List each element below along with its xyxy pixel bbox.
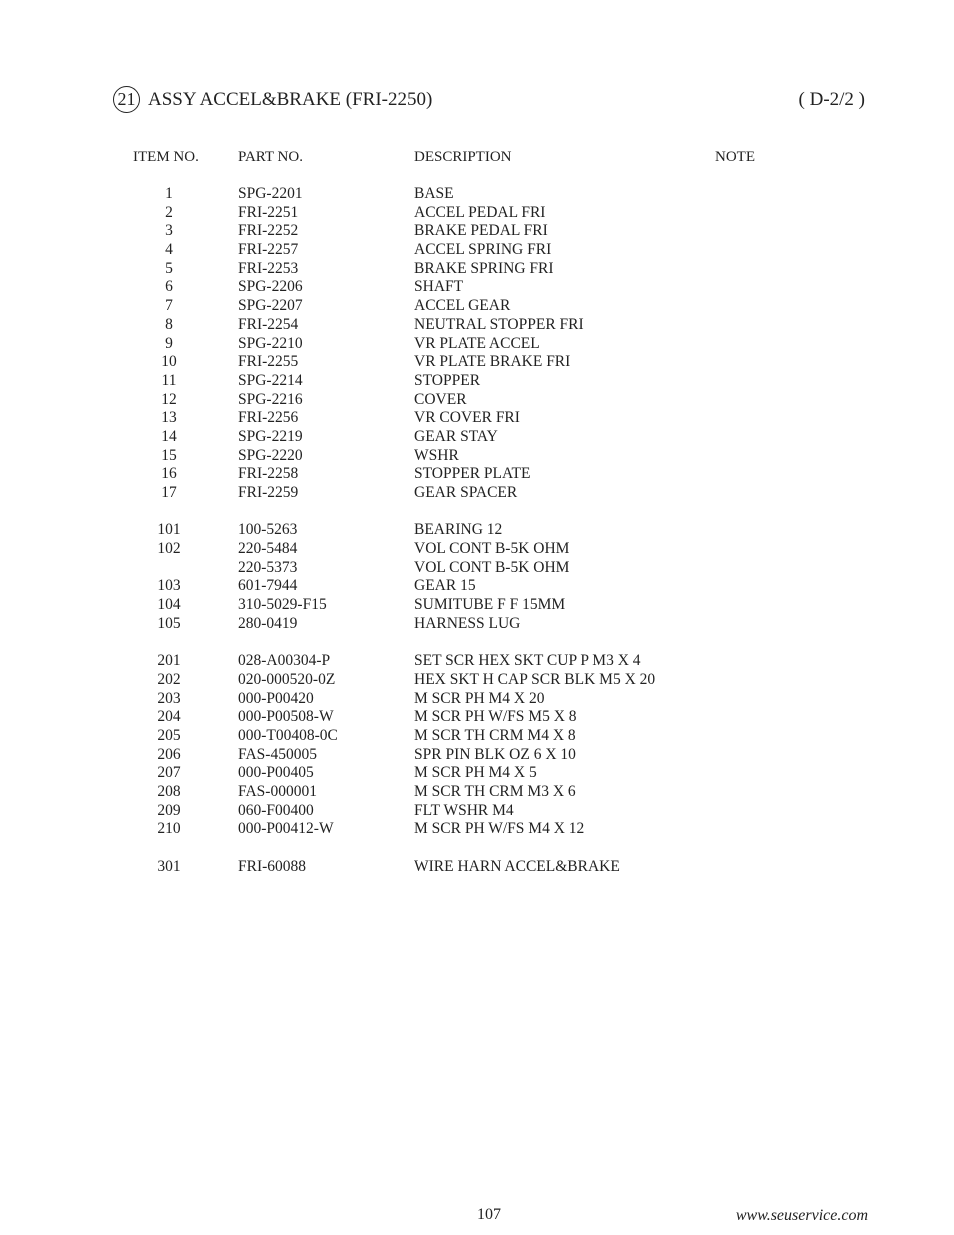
description-cell: M SCR PH W/FS M4 X 12 bbox=[414, 820, 585, 838]
table-row bbox=[0, 671, 954, 690]
description-cell: VR PLATE ACCEL bbox=[414, 334, 540, 352]
table-row bbox=[0, 764, 954, 783]
description-cell: HEX SKT H CAP SCR BLK M5 X 20 bbox=[414, 670, 656, 688]
parts-list bbox=[0, 185, 954, 876]
table-row bbox=[0, 559, 954, 578]
table-row bbox=[0, 596, 954, 615]
table-row bbox=[0, 353, 954, 372]
description-cell: ACCEL PEDAL FRI bbox=[414, 203, 546, 221]
page-header bbox=[113, 86, 873, 116]
item-number-cell: 201 bbox=[157, 652, 181, 670]
part-number-cell: FRI-60088 bbox=[238, 857, 307, 875]
part-number-cell: SPG-2216 bbox=[238, 390, 303, 408]
table-row bbox=[0, 820, 954, 839]
section-number-badge: 21 bbox=[113, 86, 140, 113]
item-number-cell: 12 bbox=[161, 390, 177, 408]
item-number-cell: 15 bbox=[161, 446, 177, 464]
description-cell: SPR PIN BLK OZ 6 X 10 bbox=[414, 745, 576, 763]
description-cell: M SCR PH M4 X 20 bbox=[414, 689, 545, 707]
table-row bbox=[0, 260, 954, 279]
description-cell: VR PLATE BRAKE FRI bbox=[414, 353, 571, 371]
description-cell: VOL CONT B-5K OHM bbox=[414, 558, 570, 576]
table-row bbox=[0, 391, 954, 410]
description-cell: SUMITUBE F F 15MM bbox=[414, 596, 566, 614]
part-number-cell: SPG-2210 bbox=[238, 334, 303, 352]
table-row bbox=[0, 447, 954, 466]
description-cell: ACCEL SPRING FRI bbox=[414, 241, 552, 259]
table-row bbox=[0, 335, 954, 354]
item-number-cell: 16 bbox=[161, 465, 177, 483]
item-number-cell: 14 bbox=[161, 427, 177, 445]
item-number-cell: 104 bbox=[157, 596, 181, 614]
description-cell: STOPPER bbox=[414, 371, 481, 389]
item-number-cell: 11 bbox=[161, 371, 177, 389]
description-cell: M SCR PH W/FS M5 X 8 bbox=[414, 708, 577, 726]
table-row bbox=[0, 577, 954, 596]
table-row bbox=[0, 802, 954, 821]
item-number-cell: 1 bbox=[165, 185, 173, 202]
item-number-cell: 3 bbox=[165, 222, 173, 240]
item-number-cell: 9 bbox=[165, 334, 173, 352]
table-row bbox=[0, 204, 954, 223]
part-number-cell: 220-5373 bbox=[238, 558, 298, 576]
description-cell: VR COVER FRI bbox=[414, 409, 520, 427]
item-number-cell: 301 bbox=[157, 857, 181, 875]
description-cell: GEAR SPACER bbox=[414, 484, 518, 501]
description-cell: WSHR bbox=[414, 446, 459, 464]
page-number: 107 bbox=[477, 1206, 501, 1223]
table-row bbox=[0, 316, 954, 335]
part-number-cell: FRI-2252 bbox=[238, 222, 299, 240]
part-number-cell: FRI-2254 bbox=[238, 315, 299, 333]
column-header-note: NOTE bbox=[715, 149, 755, 165]
item-number-cell: 101 bbox=[157, 521, 181, 539]
description-cell: BRAKE SPRING FRI bbox=[414, 259, 554, 277]
item-number-cell: 105 bbox=[157, 614, 181, 632]
table-row bbox=[0, 615, 954, 634]
item-number-cell: 2 bbox=[165, 203, 173, 221]
item-number-cell: 205 bbox=[157, 726, 181, 744]
description-cell: VOL CONT B-5K OHM bbox=[414, 540, 570, 558]
part-number-cell: 220-5484 bbox=[238, 540, 298, 558]
table-row bbox=[0, 222, 954, 241]
item-number-cell: 210 bbox=[157, 820, 181, 838]
item-number-cell: 4 bbox=[165, 241, 173, 259]
table-row bbox=[0, 465, 954, 484]
table-row bbox=[0, 652, 954, 671]
part-number-cell: 310-5029-F15 bbox=[238, 596, 327, 614]
description-cell: WIRE HARN ACCEL&BRAKE bbox=[414, 857, 620, 875]
table-row bbox=[0, 241, 954, 260]
table-row bbox=[0, 278, 954, 297]
part-number-cell: 000-P00508-W bbox=[238, 708, 334, 726]
table-row bbox=[0, 746, 954, 765]
item-number-cell: 202 bbox=[157, 670, 181, 688]
description-cell: SET SCR HEX SKT CUP P M3 X 4 bbox=[414, 652, 641, 670]
part-number-cell: FAS-450005 bbox=[238, 745, 317, 763]
item-number-cell: 102 bbox=[157, 540, 181, 558]
item-number-cell: 6 bbox=[165, 278, 173, 296]
part-number-cell: FRI-2253 bbox=[238, 259, 299, 277]
column-header-item-no: ITEM NO. bbox=[133, 149, 199, 165]
item-number-cell: 10 bbox=[161, 353, 177, 371]
part-number-cell: SPG-2207 bbox=[238, 297, 303, 315]
part-number-cell: SPG-2220 bbox=[238, 446, 303, 464]
part-number-cell: SPG-2201 bbox=[238, 185, 303, 202]
table-row bbox=[0, 858, 954, 877]
item-number-cell: 206 bbox=[157, 745, 181, 763]
table-row bbox=[0, 783, 954, 802]
table-row bbox=[0, 484, 954, 503]
item-number-cell: 208 bbox=[157, 783, 181, 800]
description-cell: BEARING 12 bbox=[414, 521, 503, 539]
sheet-reference: ( D-2/2 ) bbox=[798, 89, 865, 110]
item-number-cell: 207 bbox=[157, 764, 181, 782]
part-number-cell: FRI-2257 bbox=[238, 241, 299, 259]
table-row bbox=[0, 521, 954, 540]
part-number-cell: 000-T00408-0C bbox=[238, 726, 338, 744]
table-row bbox=[0, 727, 954, 746]
table-row bbox=[0, 540, 954, 559]
part-number-cell: 280-0419 bbox=[238, 614, 298, 632]
description-cell: M SCR TH CRM M4 X 8 bbox=[414, 726, 576, 744]
description-cell: GEAR 15 bbox=[414, 577, 476, 595]
part-number-cell: 100-5263 bbox=[238, 521, 298, 539]
description-cell: STOPPER PLATE bbox=[414, 465, 531, 483]
description-cell: FLT WSHR M4 bbox=[414, 801, 514, 819]
table-row bbox=[0, 372, 954, 391]
column-header-part-no: PART NO. bbox=[238, 149, 303, 165]
item-number-cell: 13 bbox=[161, 409, 177, 427]
table-row bbox=[0, 428, 954, 447]
description-cell: ACCEL GEAR bbox=[414, 297, 511, 315]
table-row bbox=[0, 708, 954, 727]
part-number-cell: 028-A00304-P bbox=[238, 652, 331, 670]
part-number-cell: 000-P00420 bbox=[238, 689, 314, 707]
item-number-cell: 5 bbox=[165, 259, 173, 277]
part-number-cell: FAS-000001 bbox=[238, 783, 317, 800]
part-number-cell: 000-P00405 bbox=[238, 764, 314, 782]
item-number-cell: 203 bbox=[157, 689, 181, 707]
table-row bbox=[0, 185, 954, 204]
website-link[interactable]: www.seuservice.com bbox=[735, 1207, 868, 1224]
part-number-cell: 060-F00400 bbox=[238, 801, 314, 819]
item-number-cell: 204 bbox=[157, 708, 181, 726]
description-cell: HARNESS LUG bbox=[414, 614, 521, 632]
item-number-cell: 17 bbox=[161, 484, 177, 501]
part-number-cell: FRI-2258 bbox=[238, 465, 299, 483]
table-row bbox=[0, 690, 954, 709]
item-number-cell: 103 bbox=[157, 577, 181, 595]
column-header-description: DESCRIPTION bbox=[414, 149, 512, 165]
description-cell: NEUTRAL STOPPER FRI bbox=[414, 315, 584, 333]
part-number-cell: FRI-2251 bbox=[238, 203, 299, 221]
part-number-cell: SPG-2214 bbox=[238, 371, 303, 389]
item-number-cell: 209 bbox=[157, 801, 181, 819]
part-number-cell: FRI-2259 bbox=[238, 484, 299, 501]
item-number-cell: 8 bbox=[165, 315, 173, 333]
part-number-cell: FRI-2256 bbox=[238, 409, 299, 427]
description-cell: SHAFT bbox=[414, 278, 464, 296]
table-row bbox=[0, 297, 954, 316]
table-row bbox=[0, 409, 954, 428]
description-cell: BRAKE PEDAL FRI bbox=[414, 222, 548, 240]
part-number-cell: SPG-2206 bbox=[238, 278, 303, 296]
description-cell: BASE bbox=[414, 185, 454, 202]
page-title: ASSY ACCEL&BRAKE (FRI-2250) bbox=[148, 89, 433, 110]
part-number-cell: 601-7944 bbox=[238, 577, 298, 595]
part-number-cell: 000-P00412-W bbox=[238, 820, 334, 838]
description-cell: COVER bbox=[414, 390, 467, 408]
description-cell: M SCR TH CRM M3 X 6 bbox=[414, 783, 576, 800]
part-number-cell: FRI-2255 bbox=[238, 353, 299, 371]
part-number-cell: 020-000520-0Z bbox=[238, 670, 336, 688]
description-cell: M SCR PH M4 X 5 bbox=[414, 764, 537, 782]
part-number-cell: SPG-2219 bbox=[238, 427, 303, 445]
item-number-cell: 7 bbox=[165, 297, 173, 315]
description-cell: GEAR STAY bbox=[414, 427, 498, 445]
